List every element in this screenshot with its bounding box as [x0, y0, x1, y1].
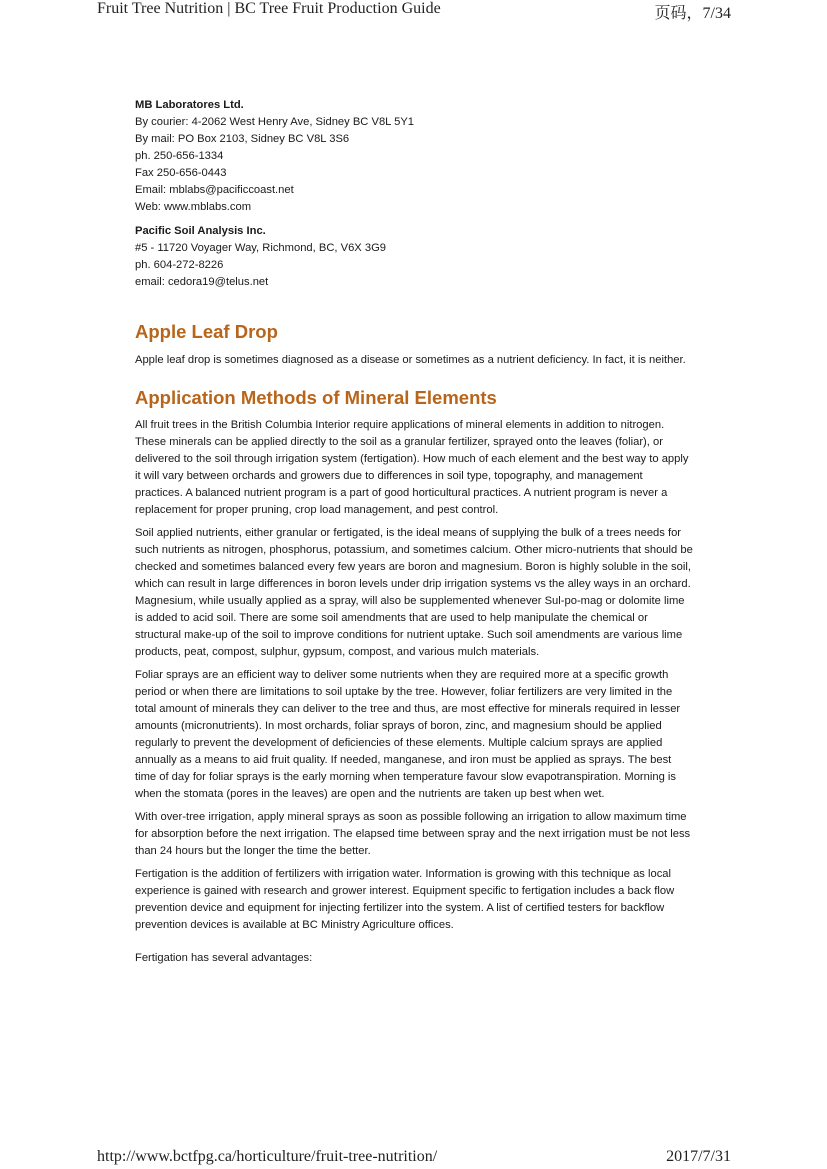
lab-name: MB Laboratores Ltd.	[135, 99, 244, 111]
lab-courier-address: By courier: 4-2062 West Henry Ave, Sidney BC V8L 5Y1	[135, 116, 415, 128]
lab-web: Web: www.mblabs.com	[135, 201, 252, 213]
document-content	[135, 97, 693, 973]
paragraph-fertigation-advantages: Fertigation has several advantages:	[135, 952, 313, 964]
paragraph: Apple leaf drop is sometimes diagnosed as a disease or sometimes as a nutrient deficiency. In fact, it is neither.	[135, 354, 686, 366]
lab-mail-address: By mail: PO Box 2103, Sidney BC V8L 3S6	[135, 133, 350, 145]
section-heading-apple-leaf-drop: Apple Leaf Drop	[135, 321, 278, 342]
page-footer-date: 2017/7/31	[666, 1148, 731, 1165]
lab-fax: Fax 250-656-0443	[135, 167, 227, 179]
lab-email: email: cedora19@telus.net	[135, 276, 269, 288]
lab-phone: ph. 250-656-1334	[135, 150, 224, 162]
lab-contact-pacific	[135, 223, 693, 291]
page-header-page-number: 页码，7/34	[654, 5, 731, 22]
page-header-title: Fruit Tree Nutrition | BC Tree Fruit Production Guide	[97, 0, 441, 17]
paragraph: All fruit trees in the British Columbia Interior require applications of mineral elements in addition to nitrogen. These minerals can be applied directly to the soil as a granular fertilizer, sprayed onto the leaves (foliar), or delivered to the soil through irrigation system (fertigation). How much of each element and the best way to apply it will vary between orchards and growers due to differences in soil type, topography, and management practices. A balanced nutrient program is a part of good horticultural practices. A nutrient program is never a replacement for proper pruning, crop load management, and pest control.	[135, 419, 689, 516]
paragraph: Fertigation is the addition of fertilizers with irrigation water. Information is growing with this technique as local experience is gained with research and grower interest. Equipment specific to fertigation includes a back flow prevention device and equipment for injecting fertilizer into the system. A list of certified testers for backflow prevention devices is available at BC Ministry Agriculture offices.	[135, 868, 675, 931]
lab-phone: ph. 604-272-8226	[135, 259, 224, 271]
lab-email: Email: mblabs@pacificcoast.net	[135, 184, 294, 196]
lab-contact-mb	[135, 97, 693, 216]
paragraph: Foliar sprays are an efficient way to deliver some nutrients when they are required more at a specific growth period or when there are limitations to soil uptake by the tree. However, foliar fertilizers are very limited in the total amount of minerals they can deliver to the tree and thus, are most effective for minerals required in lesser amounts (micronutrients). In most orchards, foliar sprays of boron, zinc, and magnesium should be applied regularly to prevent the development of deficiencies of these elements. Multiple calcium sprays are applied annually as a means to aid fruit quality. If needed, manganese, and iron must be applied as sprays. The best time of day for foliar sprays is the early morning when temperature favour slow evapotranspiration. Morning is when the stomata (pores in the leaves) are open and the nutrients are taken up best when wet.	[135, 669, 681, 800]
lab-address: #5 - 11720 Voyager Way, Richmond, BC, V6X 3G9	[135, 242, 387, 254]
paragraph: With over-tree irrigation, apply mineral sprays as soon as possible following an irrigation to allow maximum time for absorption before the next irrigation. The elapsed time between spray and the next irrigation must be not less than 24 hours but the longer the time the better.	[135, 811, 691, 857]
paragraph: Soil applied nutrients, either granular or fertigated, is the ideal means of supplying the bulk of a trees needs for such nutrients as nitrogen, phosphorus, potassium, and sometimes calcium. Other micro-nutrients that should be checked and sometimes balanced every few years are boron and magnesium. Boron is highly soluble in the soil, which can result in large differences in boron levels under drip irrigation systems vs the alley ways in an orchard. Magnesium, while usually applied as a spray, will also be supplemented whenever Sul-po-mag or dolomite lime is added to acid soil. There are some soil amendments that are used to help manipulate the chemical or structural make-up of the soil to improve conditions for nutrient uptake. Such soil amendments are various lime products, peat, compost, sulphur, gypsum, compost, and various mulch materials.	[135, 527, 693, 658]
page-footer-url: http://www.bctfpg.ca/horticulture/fruit-tree-nutrition/	[97, 1148, 438, 1165]
lab-name: Pacific Soil Analysis Inc.	[135, 225, 266, 237]
section-heading-application-methods: Application Methods of Mineral Elements	[135, 387, 497, 408]
